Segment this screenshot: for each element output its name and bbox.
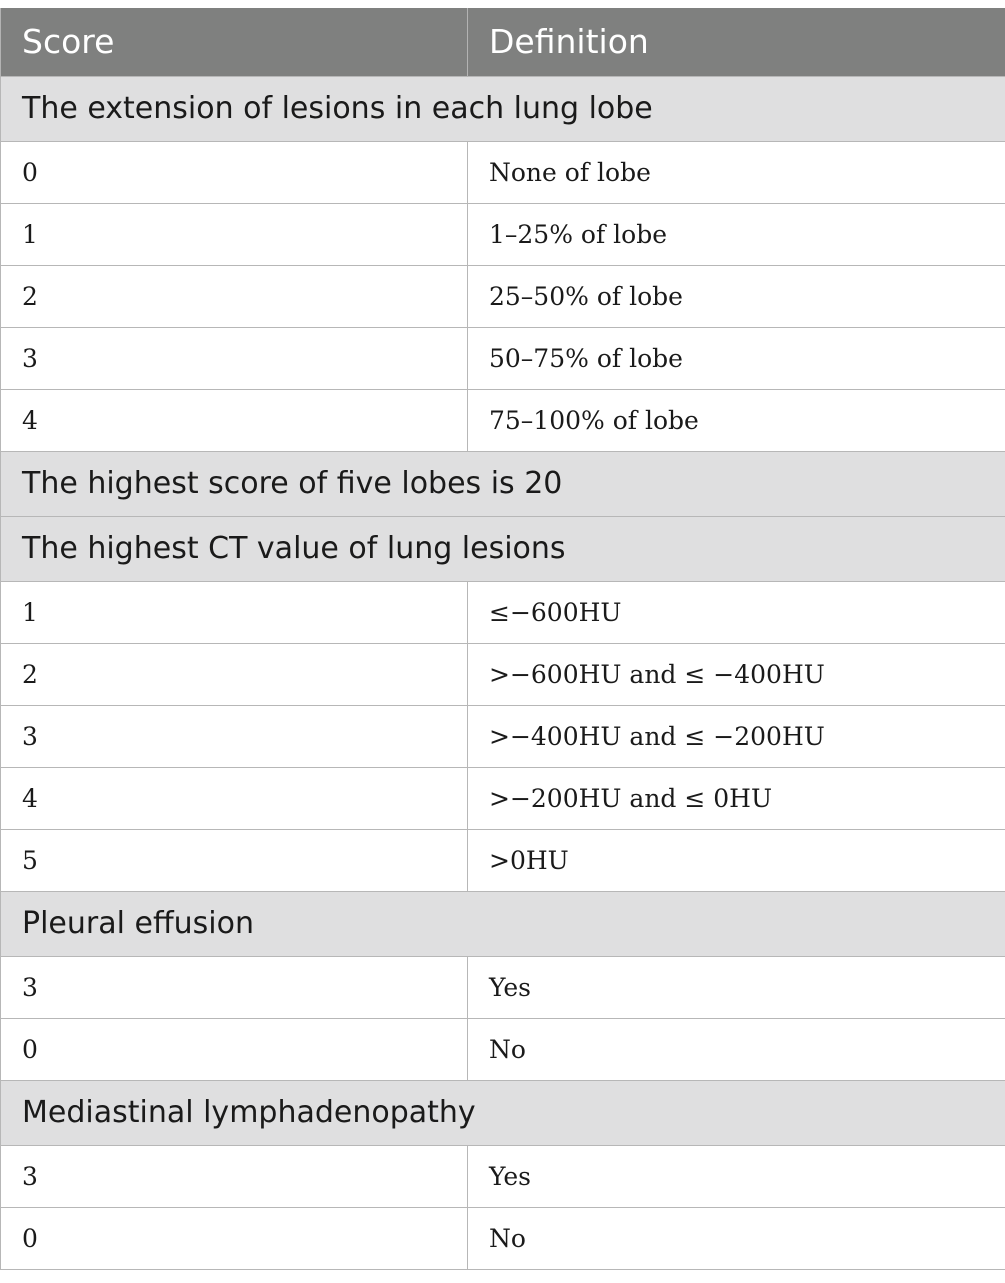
header-score: Score xyxy=(1,8,468,76)
definition-cell: 1–25% of lobe xyxy=(468,203,1005,265)
table-row xyxy=(1,705,1005,767)
table-row xyxy=(1,829,1005,891)
score-cell: 4 xyxy=(1,389,468,451)
definition-cell: 25–50% of lobe xyxy=(468,265,1005,327)
table-row xyxy=(1,643,1005,705)
score-cell: 1 xyxy=(1,203,468,265)
definition-cell: Yes xyxy=(468,956,1005,1018)
section-row xyxy=(1,891,1005,956)
table-header-row xyxy=(1,8,1005,76)
score-cell: 2 xyxy=(1,265,468,327)
section-row xyxy=(1,516,1005,581)
table-row xyxy=(1,1018,1005,1080)
score-cell: 3 xyxy=(1,705,468,767)
definition-cell: >−200HU and ≤ 0HU xyxy=(468,767,1005,829)
score-cell: 0 xyxy=(1,1018,468,1080)
definition-cell: 75–100% of lobe xyxy=(468,389,1005,451)
definition-cell: >0HU xyxy=(468,829,1005,891)
table-row xyxy=(1,265,1005,327)
table-row xyxy=(1,1145,1005,1207)
section-label: The highest CT value of lung lesions xyxy=(1,516,1005,581)
section-row xyxy=(1,1080,1005,1145)
score-cell: 0 xyxy=(1,1207,468,1269)
section-row xyxy=(1,451,1005,516)
table-row xyxy=(1,1207,1005,1269)
definition-cell: Yes xyxy=(468,1145,1005,1207)
table-row xyxy=(1,956,1005,1018)
section-label: The highest score of five lobes is 20 xyxy=(1,451,1005,516)
definition-cell: >−400HU and ≤ −200HU xyxy=(468,705,1005,767)
table-row xyxy=(1,389,1005,451)
table-row xyxy=(1,581,1005,643)
score-cell: 3 xyxy=(1,1145,468,1207)
section-label: Mediastinal lymphadenopathy xyxy=(1,1080,1005,1145)
definition-cell: No xyxy=(468,1018,1005,1080)
definition-cell: ≤−600HU xyxy=(468,581,1005,643)
score-cell: 2 xyxy=(1,643,468,705)
score-cell: 5 xyxy=(1,829,468,891)
definition-cell: No xyxy=(468,1207,1005,1269)
score-cell: 3 xyxy=(1,327,468,389)
table-row xyxy=(1,203,1005,265)
table-row xyxy=(1,327,1005,389)
section-row xyxy=(1,76,1005,141)
table-row xyxy=(1,141,1005,203)
table-body xyxy=(1,76,1005,1269)
definition-cell: None of lobe xyxy=(468,141,1005,203)
score-cell: 4 xyxy=(1,767,468,829)
section-label: The extension of lesions in each lung lobe xyxy=(1,76,1005,141)
scoring-table xyxy=(0,8,1005,1270)
header-definition: Definition xyxy=(468,8,1005,76)
table-row xyxy=(1,767,1005,829)
section-label: Pleural effusion xyxy=(1,891,1005,956)
definition-cell: >−600HU and ≤ −400HU xyxy=(468,643,1005,705)
definition-cell: 50–75% of lobe xyxy=(468,327,1005,389)
score-cell: 0 xyxy=(1,141,468,203)
score-cell: 1 xyxy=(1,581,468,643)
score-cell: 3 xyxy=(1,956,468,1018)
